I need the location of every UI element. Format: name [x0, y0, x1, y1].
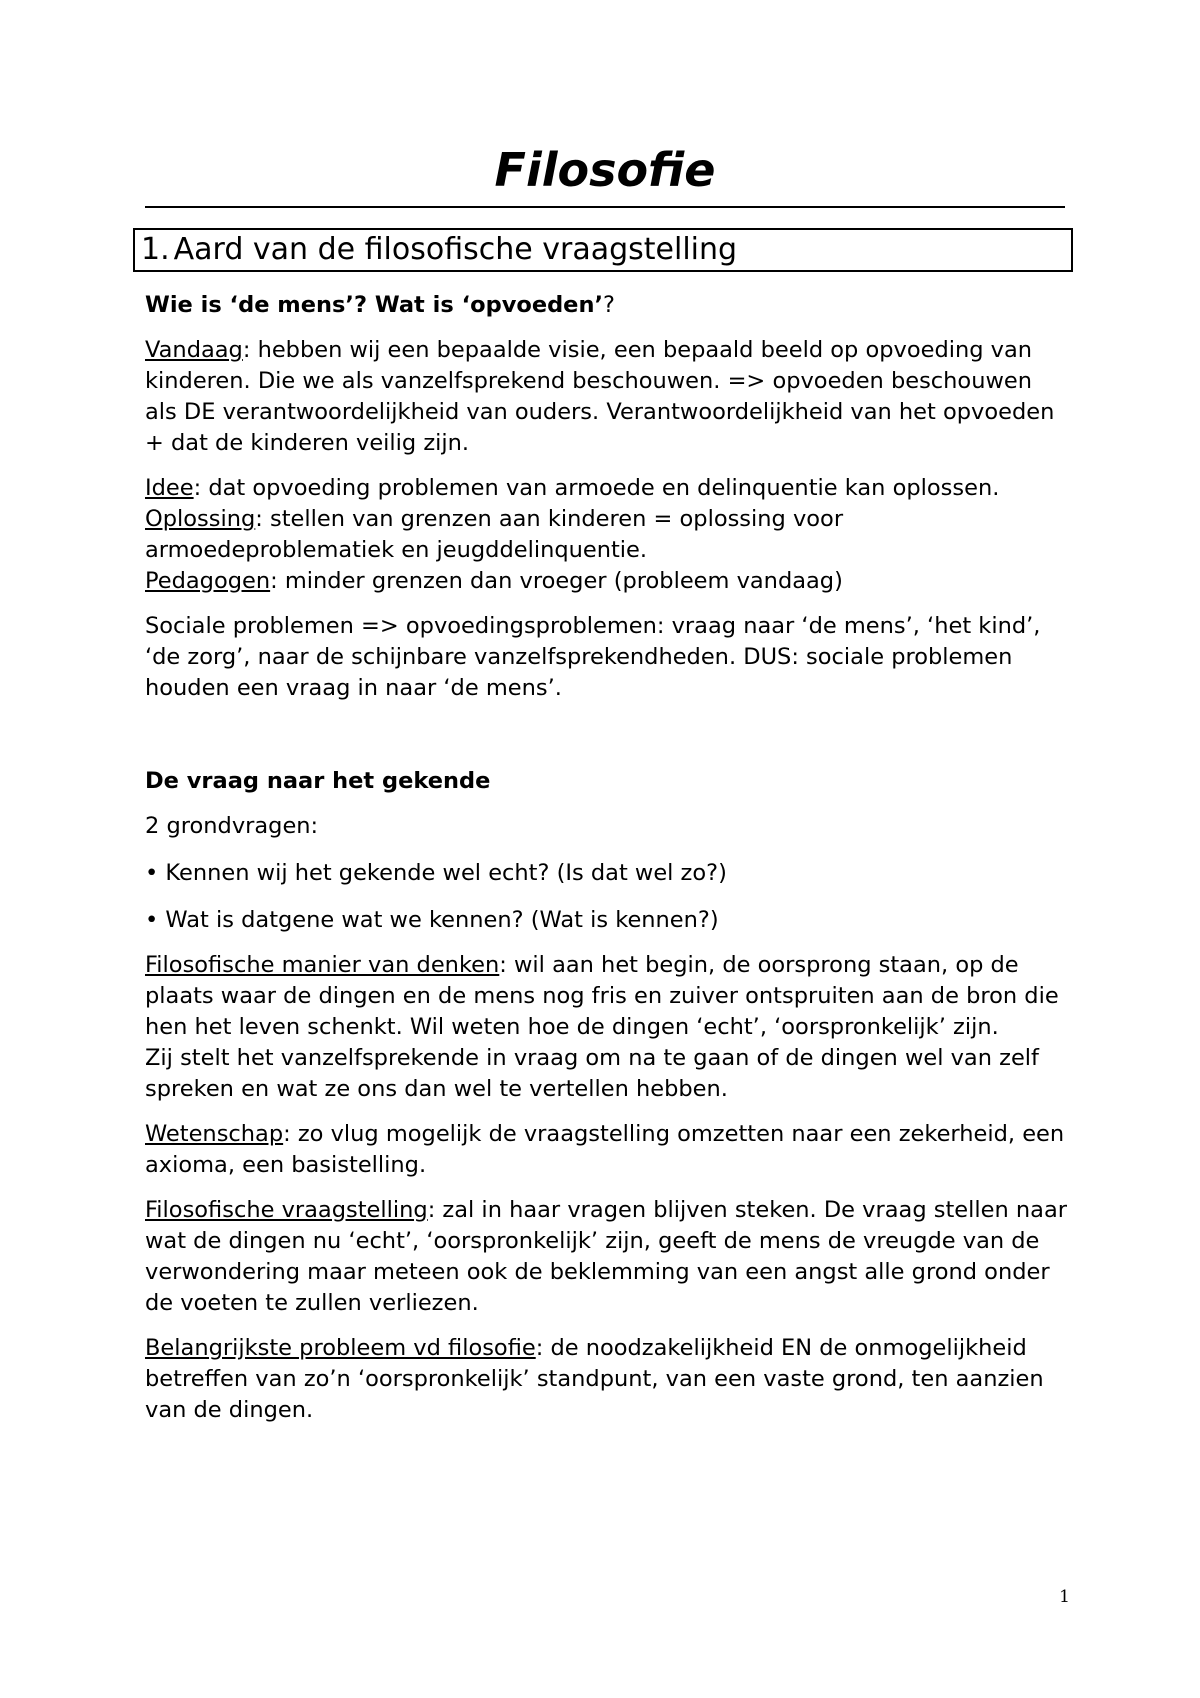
term-wetenschap: Wetenschap: [145, 1121, 284, 1147]
page-number: 1: [1059, 1587, 1070, 1607]
text-pedagogen: : minder grenzen dan vroeger (probleem vandaag): [270, 568, 843, 594]
paragraph-filosofische-vraagstelling: [145, 1195, 1070, 1319]
page-content: [141, 140, 1070, 1426]
paragraph-vandaag: [145, 335, 1070, 459]
section-heading: [133, 228, 1073, 272]
text-oplossing: : stellen van grenzen aan kinderen = oplossing voor armoedeproblematiek en jeugddelinquentie.: [145, 506, 844, 563]
term-filosofische-manier: Filosofische manier van denken: [145, 952, 500, 978]
paragraph-oplossing: [145, 504, 1070, 566]
paragraph-belangrijkste-probleem: [145, 1333, 1070, 1426]
text-belangrijkste-probleem: : de noodzakelijkheid EN de onmogelijkheid betreffen van zo’n ‘oorspronkelijk’ standpunt, van een vaste grond, ten aanzien van de dingen.: [145, 1335, 1044, 1423]
text-vandaag: : hebben wij een bepaalde visie, een bepaald beeld op opvoeding van kinderen. Die we als vanzelfsprekend beschouwen. => opvoeden beschouwen als DE verantwoordelijkheid van ouders. Verantwoordelijkheid van het opvoeden + dat de kinderen veilig zijn.: [145, 337, 1055, 456]
term-oplossing: Oplossing: [145, 506, 256, 532]
question-tail: ?: [603, 292, 615, 318]
question-line: [145, 290, 1070, 321]
paragraph-vanzelfsprekende: Zij stelt het vanzelfsprekende in vraag om na te gaan of de dingen wel van zelf spreken en wat ze ons dan wel te vertellen hebben.: [145, 1045, 1039, 1102]
list-item: • Wat is datgene wat we kennen? (Wat is kennen?): [145, 907, 719, 933]
paragraph-idee: [145, 473, 1070, 504]
text-wetenschap: : zo vlug mogelijk de vraagstelling omzetten naar een zekerheid, een axioma, een basistelling.: [145, 1121, 1065, 1178]
paragraph-wetenschap: [145, 1119, 1070, 1181]
term-vandaag: Vandaag: [145, 337, 243, 363]
paragraph-filosofische-manier: [145, 950, 1070, 1043]
document-title: Filosofie: [145, 140, 1065, 208]
list-item: • Kennen wij het gekende wel echt? (Is dat wel zo?): [145, 860, 727, 886]
text-filosofische-vraagstelling: : zal in haar vragen blijven steken. De vraag stellen naar wat de dingen nu ‘echt’, ‘oorspronkelijk’ zijn, geeft de mens de vreugde van de verwondering maar meteen ook de beklemming van een angst alle grond onder de voeten te zullen verliezen.: [145, 1197, 1067, 1316]
grondvragen-intro: 2 grondvragen:: [145, 813, 319, 839]
question-bold: Wie is ‘de mens’? Wat is ‘opvoeden’: [145, 292, 604, 318]
text-filosofische-manier: : wil aan het begin, de oorsprong staan, op de plaats waar de dingen en de mens nog fris en zuiver ontspruiten aan de bron die hen het leven schenkt. Wil weten hoe de dingen ‘echt’, ‘oorspronkelijk’ zijn.: [145, 952, 1059, 1040]
text-idee: : dat opvoeding problemen van armoede en delinquentie kan oplossen.: [193, 475, 1000, 501]
paragraph-pedagogen: [145, 566, 1070, 597]
section-number: 1.: [141, 232, 170, 267]
term-belangrijkste-probleem: Belangrijkste probleem vd filosofie: [145, 1335, 536, 1361]
term-pedagogen: Pedagogen: [145, 568, 271, 594]
term-filosofische-vraagstelling: Filosofische vraagstelling: [145, 1197, 428, 1223]
sub-heading: De vraag naar het gekende: [145, 768, 491, 794]
term-idee: Idee: [145, 475, 194, 501]
paragraph-sociale-problemen: Sociale problemen => opvoedingsproblemen: vraag naar ‘de mens’, ‘het kind’, ‘de zorg’, naar de schijnbare vanzelfsprekendheden. DUS: sociale problemen houden een vraag in naar ‘de mens’.: [145, 613, 1041, 701]
section-title: Aard van de filosofische vraagstelling: [173, 232, 738, 267]
